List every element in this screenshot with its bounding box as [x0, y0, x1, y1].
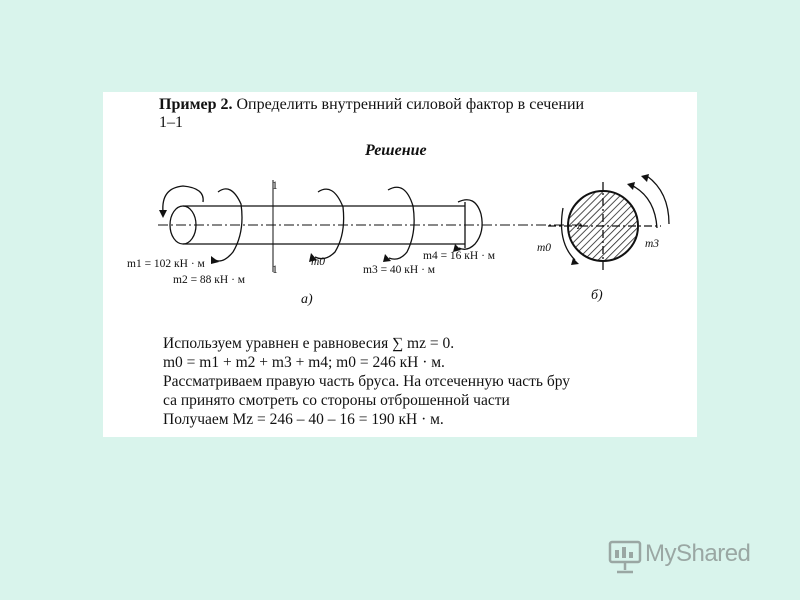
section-label-top: 1	[272, 180, 278, 192]
watermark-text: MyShared	[645, 540, 751, 567]
cross-section-diagram	[523, 172, 693, 292]
slide-content	[103, 92, 697, 437]
problem-statement: Определить внутренний силовой фактор в сечении	[236, 96, 585, 113]
figure-b-caption: б)	[591, 288, 603, 303]
text-line: m0 = m1 + m2 + m3 + m4; m0 = 246 кН · м.	[163, 354, 445, 371]
problem-number: Пример 2.	[159, 96, 233, 113]
m1-label: m1 = 102 кН · м	[127, 258, 205, 270]
section-label-bottom: 1	[272, 264, 278, 276]
m3-label: m3 = 40 кН · м	[363, 264, 436, 276]
text-line: Рассматриваем правую часть бруса. На отсеченную часть бру	[163, 373, 571, 390]
text-line: Используем уравнен е равновесия ∑ mz = 0.	[163, 335, 455, 352]
figure-a-caption: а)	[301, 292, 313, 307]
text-line: са принято смотреть со стороны отброшенной части	[163, 392, 510, 409]
m0-label-a: m0	[311, 256, 326, 268]
projector-screen-icon	[606, 536, 646, 576]
solution-heading: Решение	[365, 142, 427, 159]
m2-label: m2 = 88 кН · м	[173, 274, 246, 286]
text-line: Получаем Mz = 246 – 40 – 16 = 190 кН · м.	[163, 411, 444, 428]
m4-label: m4 = 16 кН · м	[423, 250, 496, 262]
m0-label-b: m0	[537, 242, 552, 254]
section-id: 1–1	[159, 114, 183, 131]
solution-text	[163, 334, 570, 429]
m3-label-b: m3	[645, 238, 660, 250]
